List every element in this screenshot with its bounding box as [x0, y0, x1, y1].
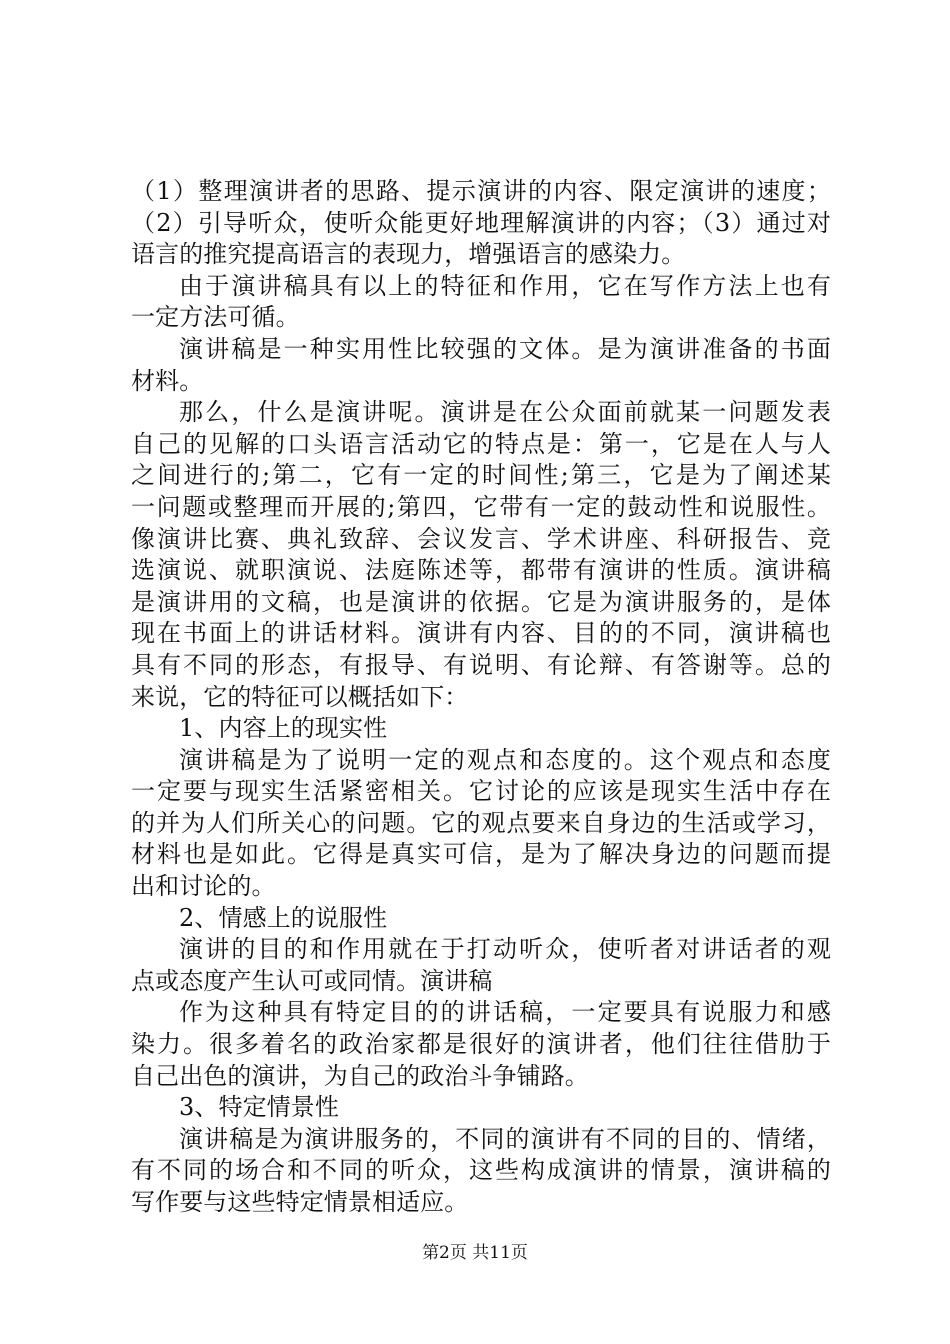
text-line: 2、情感上的说服性: [179, 903, 388, 932]
text-line: 像演讲比赛、典礼致辞、会议发言、学术讲座、科研报告、竞: [131, 524, 831, 553]
text-line: 之间进行的;第二，它有一定的时间性;第三，它是为了阐述某: [131, 461, 831, 490]
text-line: 3、特定情景性: [179, 1093, 339, 1122]
text-line: （1）整理演讲者的思路、提示演讲的内容、限定演讲的速度；: [131, 177, 831, 205]
text-line: 那么，什么是演讲呢。演讲是在公众面前就某一问题发表: [179, 398, 831, 427]
text-line: 材料。: [131, 366, 204, 395]
text-line: 自己出色的演讲，为自己的政治斗争铺路。: [131, 1061, 589, 1090]
text-line: 作为这种具有特定目的的讲话稿，一定要具有说服力和感: [179, 998, 831, 1027]
text-line: 点或态度产生认可或同情。演讲稿: [131, 966, 493, 995]
text-line: 写作要与这些特定情景相适应。: [131, 1188, 469, 1216]
document-body: [131, 176, 831, 1219]
page-number-footer: 第2页 共11页: [422, 1243, 528, 1263]
text-line: 一定方法可循。: [131, 303, 300, 332]
text-line: （2）引导听众，使听众能更好地理解演讲的内容；（3）通过对: [131, 208, 831, 237]
text-line: 一定要与现实生活紧密相关。它讨论的应该是现实生活中存在: [131, 777, 831, 806]
text-line: 现在书面上的讲话材料。演讲有内容、目的的不同，演讲稿也: [131, 619, 831, 648]
text-line: 演讲稿是一种实用性比较强的文体。是为演讲准备的书面: [179, 334, 831, 363]
text-line: 材料也是如此。它得是真实可信，是为了解决身边的问题而提: [131, 840, 831, 869]
text-line: 出和讨论的。: [131, 872, 276, 901]
text-line: 的并为人们所关心的问题。它的观点要来自身边的生活或学习，: [131, 808, 831, 837]
text-line: 是演讲用的文稿，也是演讲的依据。它是为演讲服务的，是体: [131, 587, 831, 616]
text-line: 一问题或整理而开展的;第四，它带有一定的鼓动性和说服性。: [131, 492, 831, 521]
text-line: 具有不同的形态，有报导、有说明、有论辩、有答谢等。总的: [131, 650, 831, 679]
text-line: 1、内容上的现实性: [179, 714, 388, 743]
text-line: 演讲的目的和作用就在于打动听众，使听者对讲话者的观: [179, 935, 831, 964]
text-line: 选演说、就职演说、法庭陈述等，都带有演讲的性质。演讲稿: [131, 556, 831, 585]
text-line: 演讲稿是为演讲服务的，不同的演讲有不同的目的、情绪，: [179, 1124, 831, 1153]
text-line: 染力。很多着名的政治家都是很好的演讲者，他们往往借肋于: [131, 1030, 831, 1059]
text-line: 演讲稿是为了说明一定的观点和态度的。这个观点和态度: [179, 745, 831, 774]
text-line: 由于演讲稿具有以上的特征和作用，它在写作方法上也有: [179, 271, 831, 300]
text-line: 自己的见解的口头语言活动它的特点是：第一，它是在人与人: [131, 429, 831, 458]
text-line: 语言的推究提高语言的表现力，增强语言的感染力。: [131, 240, 686, 269]
text-line: 有不同的场合和不同的听众，这些构成演讲的情景，演讲稿的: [131, 1156, 831, 1185]
text-line: 来说，它的特征可以概括如下：: [131, 682, 469, 711]
